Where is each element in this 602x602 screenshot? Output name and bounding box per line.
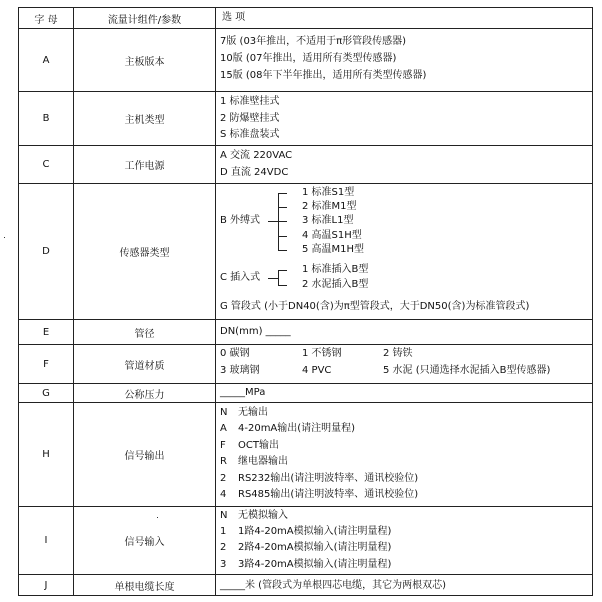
header-row: [19, 8, 592, 28]
row-param: 工作电源: [124, 161, 165, 172]
sensor-b-option: 2 标准M1型: [302, 201, 357, 212]
row-param: 管径: [134, 328, 155, 340]
option: 10版 (07年推出，适用所有类型传感器): [220, 53, 397, 64]
row-b: [19, 91, 592, 145]
row-g: [19, 383, 592, 402]
input-option: 3路4-20mA模拟输入(请注明量程): [238, 559, 392, 570]
sensor-b-option: 5 高温M1H型: [302, 244, 365, 255]
row-letter: F: [43, 358, 49, 370]
option: 15版 (08年下半年推出，适用所有类型传感器): [220, 70, 427, 81]
output-option: RS232输出(请注明波特率、通讯校验位): [238, 473, 419, 484]
material-option: 1 不锈钢: [302, 348, 342, 359]
option: 7版 (03年推出，不适用于π形管段传感器): [220, 36, 407, 47]
stray-mark: [157, 517, 158, 518]
output-code: F: [220, 440, 226, 451]
sensor-b-option: 1 标准S1型: [302, 187, 355, 198]
option: 2 防爆壁挂式: [220, 113, 280, 124]
row-param: 主板版本: [124, 56, 165, 68]
input-code: 2: [220, 542, 227, 553]
row-letter: E: [42, 326, 50, 338]
input-option: 2路4-20mA模拟输入(请注明量程): [238, 542, 392, 553]
header-letter: 字 母: [34, 14, 58, 26]
row-letter: J: [44, 579, 48, 591]
row-d: [19, 183, 592, 319]
material-option: 4 PVC: [302, 365, 332, 376]
output-option: 4-20mA输出(请注明量程): [238, 423, 356, 434]
row-letter: H: [42, 449, 50, 460]
sensor-c-option: 1 标准插入B型: [302, 264, 369, 275]
row-letter: B: [42, 113, 50, 124]
output-code: 4: [220, 489, 227, 500]
input-option: 无模拟输入: [238, 510, 288, 521]
row-param: 单根电缆长度: [114, 581, 175, 593]
material-option: 5 水泥 (只通选择水泥插入B型传感器): [383, 365, 551, 376]
option: S 标准盘装式: [220, 129, 280, 140]
sensor-c-label: C 插入式: [220, 272, 261, 283]
row-letter: C: [42, 159, 50, 170]
header-options: 选 项: [222, 12, 246, 23]
input-code: 1: [220, 526, 227, 537]
row-param: 主机类型: [124, 115, 165, 126]
input-code: N: [220, 510, 228, 521]
row-letter: A: [42, 54, 50, 66]
output-option: 继电器输出: [238, 456, 288, 467]
cable-length-value: _____米 (管段式为单根四芯电缆，其它为两根双芯): [220, 580, 446, 591]
option: A 交流 220VAC: [220, 150, 293, 161]
option: 1 标准壁挂式: [220, 96, 280, 107]
output-code: A: [220, 423, 227, 434]
sensor-c-option: 2 水泥插入B型: [302, 279, 369, 290]
diameter-value: DN(mm) _____: [220, 326, 291, 337]
input-code: 3: [220, 559, 227, 570]
sensor-b-option: 4 高温S1H型: [302, 230, 362, 241]
material-option: 3 玻璃钢: [220, 365, 260, 376]
header-component: 流量计组件/参数: [107, 14, 182, 26]
row-c: [19, 145, 592, 183]
row-h: [19, 402, 592, 506]
row-e: [19, 319, 592, 344]
output-option: RS485输出(请注明波特率、通讯校验位): [238, 489, 419, 500]
row-f: [19, 344, 592, 383]
row-letter: D: [42, 246, 50, 257]
output-code: 2: [220, 473, 227, 484]
sensor-g-option: G 管段式 (小于DN40(含)为π型管段式，大于DN50(含)为标准管段式): [220, 301, 530, 312]
stray-mark: [4, 237, 5, 238]
material-option: 2 铸铁: [383, 348, 413, 359]
option: D 直流 24VDC: [220, 167, 289, 178]
row-letter: G: [42, 387, 50, 399]
output-code: N: [220, 407, 228, 418]
sensor-b-option: 3 标准L1型: [302, 215, 354, 226]
output-code: R: [220, 456, 227, 467]
sensor-b-label: B 外缚式: [220, 215, 261, 226]
pressure-value: _____MPa: [220, 387, 266, 398]
material-option: 0 碳钢: [220, 348, 250, 359]
row-letter: I: [44, 535, 48, 546]
output-option: 无输出: [238, 407, 268, 418]
row-param: 信号输入: [124, 537, 165, 548]
row-param: 公称压力: [124, 389, 165, 401]
row-param: 管道材质: [124, 360, 165, 372]
input-option: 1路4-20mA模拟输入(请注明量程): [238, 526, 392, 537]
parameter-table: [18, 7, 593, 596]
output-option: OCT输出: [238, 440, 279, 451]
row-param: 信号输出: [124, 451, 165, 462]
row-a: [19, 28, 592, 91]
row-param: 传感器类型: [119, 248, 170, 259]
row-j: [19, 574, 592, 595]
row-i: [19, 506, 592, 574]
